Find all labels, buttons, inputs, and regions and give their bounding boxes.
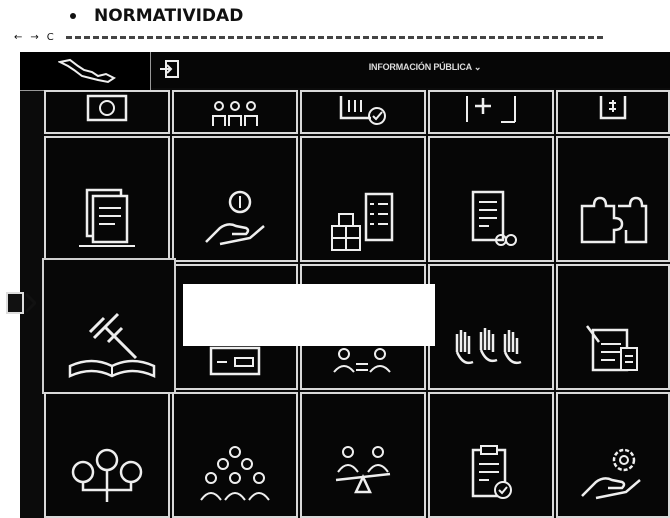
expand-arrow-icon[interactable] bbox=[6, 290, 36, 316]
tile-r4-c2[interactable] bbox=[172, 392, 298, 518]
raised-hands-icon bbox=[451, 322, 531, 372]
invoice-icon bbox=[593, 94, 633, 126]
tile-r1-c4[interactable] bbox=[428, 90, 554, 134]
tile-r2-c4[interactable] bbox=[428, 136, 554, 262]
tile-r4-c4[interactable] bbox=[428, 392, 554, 518]
people-icon bbox=[205, 100, 265, 130]
hand-gear-icon bbox=[578, 444, 648, 504]
contract-icon bbox=[461, 188, 521, 252]
checklist-card-icon bbox=[583, 322, 643, 378]
plus-frame-icon bbox=[461, 94, 521, 128]
info-publica-menu[interactable]: INFORMACIÓN PÚBLICA ⌄ bbox=[368, 62, 482, 72]
hand-coin-icon bbox=[200, 188, 270, 252]
puzzle-icon bbox=[578, 196, 648, 246]
coin-tree-icon bbox=[67, 446, 147, 506]
tile-r3-c5[interactable] bbox=[556, 264, 670, 390]
address-bar[interactable] bbox=[66, 36, 606, 39]
tile-r2-c5[interactable] bbox=[556, 136, 670, 262]
gavel-book-icon bbox=[64, 308, 160, 384]
tile-r4-c1[interactable] bbox=[44, 392, 170, 518]
browser-bar bbox=[14, 30, 634, 44]
tile-r1-c3[interactable] bbox=[300, 90, 426, 134]
tile-r4-c5[interactable] bbox=[556, 392, 670, 518]
people-balance-icon bbox=[328, 346, 398, 386]
clipboard-check-icon bbox=[463, 444, 519, 504]
forward-button[interactable]: → bbox=[30, 31, 39, 43]
document-stack-icon bbox=[75, 184, 139, 254]
white-overlay bbox=[183, 284, 435, 346]
scale-people-icon bbox=[328, 444, 398, 504]
reload-button[interactable]: C bbox=[46, 31, 54, 43]
crowd-icon bbox=[195, 444, 275, 504]
mexico-map-icon bbox=[58, 58, 118, 84]
tile-r1-c5[interactable] bbox=[556, 90, 670, 134]
login-icon[interactable] bbox=[160, 59, 182, 79]
bricks-checklist-icon bbox=[328, 190, 398, 254]
side-card-normatividad[interactable] bbox=[42, 258, 176, 394]
back-button[interactable]: ← bbox=[14, 31, 23, 43]
form-icon bbox=[205, 344, 265, 384]
tile-r3-c4[interactable] bbox=[428, 264, 554, 390]
logo-box[interactable] bbox=[20, 52, 151, 91]
money-box-icon bbox=[82, 94, 132, 124]
section-heading bbox=[70, 4, 243, 28]
bullet-icon bbox=[70, 13, 76, 19]
tile-r2-c1[interactable] bbox=[44, 136, 170, 262]
tile-r4-c3[interactable] bbox=[300, 392, 426, 518]
tile-r2-c3[interactable] bbox=[300, 136, 426, 262]
building-check-icon bbox=[333, 94, 393, 128]
tile-r1-c2[interactable] bbox=[172, 90, 298, 134]
tile-r2-c2[interactable] bbox=[172, 136, 298, 262]
page-title: NORMATIVIDAD bbox=[94, 6, 244, 26]
tile-r1-c1[interactable] bbox=[44, 90, 170, 134]
